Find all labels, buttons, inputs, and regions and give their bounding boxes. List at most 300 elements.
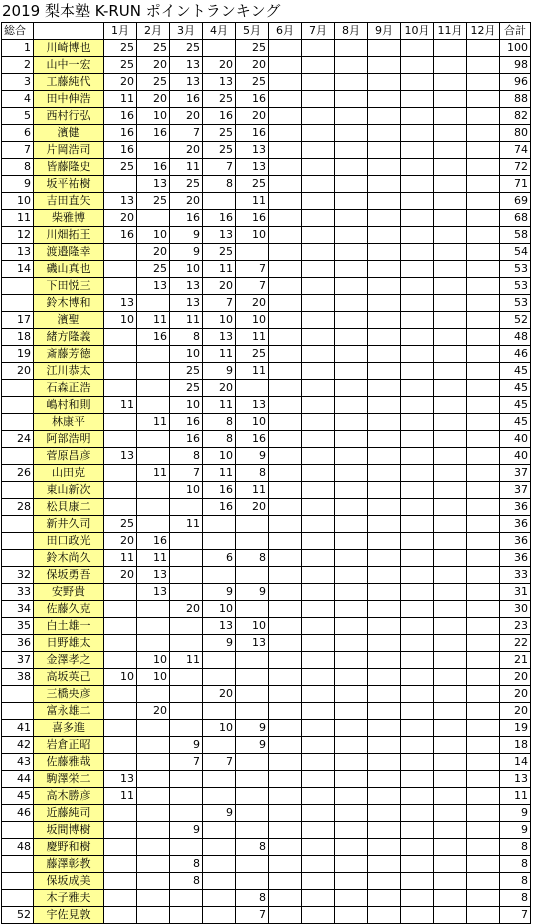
month-points-cell — [434, 312, 467, 329]
month-points-cell: 16 — [104, 125, 137, 142]
month-points-cell — [467, 159, 500, 176]
month-points-cell: 7 — [203, 754, 236, 771]
month-points-cell: 20 — [236, 499, 269, 516]
month-points-cell — [236, 669, 269, 686]
month-points-cell — [269, 754, 302, 771]
month-points-cell — [236, 380, 269, 397]
month-points-cell — [335, 839, 368, 856]
month-points-cell — [368, 499, 401, 516]
month-points-cell: 8 — [203, 176, 236, 193]
month-points-cell — [467, 312, 500, 329]
month-points-cell — [401, 839, 434, 856]
month-points-cell: 9 — [170, 244, 203, 261]
month-points-cell — [335, 652, 368, 669]
month-points-cell — [302, 873, 335, 890]
total-cell: 72 — [500, 159, 531, 176]
month-points-cell — [368, 363, 401, 380]
name-cell: 林康平 — [34, 414, 104, 431]
month-points-cell — [368, 856, 401, 873]
month-points-cell: 20 — [137, 703, 170, 720]
month-points-cell — [434, 244, 467, 261]
month-points-cell — [467, 839, 500, 856]
month-points-cell — [434, 635, 467, 652]
month-points-cell — [335, 227, 368, 244]
month-points-cell — [401, 244, 434, 261]
month-points-cell — [335, 448, 368, 465]
month-points-cell — [434, 414, 467, 431]
month-points-cell: 25 — [236, 346, 269, 363]
month-points-cell: 10 — [137, 652, 170, 669]
table-row — [2, 720, 531, 737]
total-cell: 22 — [500, 635, 531, 652]
month-points-cell: 13 — [170, 74, 203, 91]
month-points-cell — [368, 57, 401, 74]
month-points-cell — [203, 907, 236, 924]
month-points-cell — [434, 873, 467, 890]
month-points-cell — [434, 431, 467, 448]
month-points-cell — [302, 618, 335, 635]
month-points-cell — [104, 346, 137, 363]
table-row — [2, 822, 531, 839]
month-points-cell — [467, 40, 500, 57]
month-points-cell: 8 — [236, 550, 269, 567]
table-row — [2, 805, 531, 822]
month-points-cell — [137, 856, 170, 873]
name-cell: 下田悦三 — [34, 278, 104, 295]
month-points-cell — [335, 737, 368, 754]
table-row — [2, 278, 531, 295]
header-month-7: 7月 — [302, 23, 335, 40]
month-points-cell — [302, 652, 335, 669]
month-points-cell: 20 — [236, 108, 269, 125]
table-row — [2, 108, 531, 125]
total-cell: 36 — [500, 516, 531, 533]
month-points-cell — [269, 601, 302, 618]
month-points-cell — [104, 822, 137, 839]
month-points-cell — [467, 788, 500, 805]
month-points-cell — [434, 907, 467, 924]
month-points-cell — [401, 516, 434, 533]
name-cell: 濱健 — [34, 125, 104, 142]
month-points-cell — [335, 516, 368, 533]
month-points-cell — [467, 635, 500, 652]
month-points-cell — [434, 329, 467, 346]
month-points-cell — [467, 380, 500, 397]
month-points-cell — [269, 567, 302, 584]
month-points-cell — [302, 159, 335, 176]
month-points-cell — [467, 516, 500, 533]
month-points-cell — [368, 261, 401, 278]
month-points-cell — [269, 125, 302, 142]
month-points-cell — [104, 261, 137, 278]
month-points-cell — [401, 448, 434, 465]
month-points-cell: 8 — [203, 431, 236, 448]
month-points-cell — [302, 567, 335, 584]
month-points-cell — [104, 499, 137, 516]
total-cell: 11 — [500, 788, 531, 805]
month-points-cell — [137, 635, 170, 652]
month-points-cell — [467, 720, 500, 737]
month-points-cell — [434, 278, 467, 295]
rank-cell — [2, 822, 34, 839]
month-points-cell — [104, 329, 137, 346]
month-points-cell — [302, 261, 335, 278]
table-row — [2, 312, 531, 329]
month-points-cell — [401, 550, 434, 567]
month-points-cell — [434, 856, 467, 873]
month-points-cell: 25 — [203, 125, 236, 142]
rank-cell — [2, 890, 34, 907]
month-points-cell — [269, 40, 302, 57]
rank-cell: 19 — [2, 346, 34, 363]
month-points-cell — [236, 873, 269, 890]
month-points-cell: 16 — [137, 125, 170, 142]
month-points-cell — [467, 499, 500, 516]
month-points-cell — [368, 805, 401, 822]
rank-cell — [2, 533, 34, 550]
month-points-cell — [368, 431, 401, 448]
month-points-cell — [203, 856, 236, 873]
month-points-cell — [170, 567, 203, 584]
month-points-cell: 11 — [170, 312, 203, 329]
rank-cell — [2, 380, 34, 397]
month-points-cell — [236, 754, 269, 771]
table-row — [2, 788, 531, 805]
name-cell: 田口政光 — [34, 533, 104, 550]
month-points-cell — [434, 380, 467, 397]
total-cell: 8 — [500, 856, 531, 873]
month-points-cell — [467, 193, 500, 210]
table-row — [2, 346, 531, 363]
total-cell: 45 — [500, 363, 531, 380]
month-points-cell: 16 — [236, 125, 269, 142]
name-cell: 江川恭太 — [34, 363, 104, 380]
month-points-cell — [434, 771, 467, 788]
month-points-cell — [269, 907, 302, 924]
month-points-cell — [434, 669, 467, 686]
header-month-4: 4月 — [203, 23, 236, 40]
month-points-cell — [335, 142, 368, 159]
month-points-cell — [368, 788, 401, 805]
table-row — [2, 142, 531, 159]
month-points-cell: 13 — [104, 448, 137, 465]
month-points-cell — [302, 856, 335, 873]
month-points-cell — [467, 210, 500, 227]
month-points-cell — [302, 448, 335, 465]
month-points-cell — [335, 40, 368, 57]
name-cell: 近藤純司 — [34, 805, 104, 822]
name-cell: 石森正浩 — [34, 380, 104, 397]
month-points-cell — [236, 516, 269, 533]
month-points-cell — [401, 227, 434, 244]
month-points-cell — [401, 159, 434, 176]
month-points-cell — [401, 57, 434, 74]
month-points-cell — [368, 516, 401, 533]
name-cell: 藤澤彰教 — [34, 856, 104, 873]
month-points-cell — [236, 652, 269, 669]
month-points-cell — [467, 805, 500, 822]
month-points-cell — [335, 856, 368, 873]
month-points-cell — [335, 414, 368, 431]
total-cell: 45 — [500, 414, 531, 431]
table-row — [2, 363, 531, 380]
month-points-cell — [302, 295, 335, 312]
table-row — [2, 907, 531, 924]
month-points-cell — [401, 261, 434, 278]
table-row — [2, 618, 531, 635]
month-points-cell — [467, 329, 500, 346]
rank-cell: 2 — [2, 57, 34, 74]
month-points-cell — [137, 788, 170, 805]
month-points-cell: 9 — [203, 635, 236, 652]
month-points-cell — [467, 686, 500, 703]
month-points-cell — [203, 567, 236, 584]
month-points-cell — [434, 601, 467, 618]
month-points-cell — [335, 754, 368, 771]
total-cell: 88 — [500, 91, 531, 108]
month-points-cell — [269, 261, 302, 278]
month-points-cell — [467, 346, 500, 363]
month-points-cell — [170, 635, 203, 652]
month-points-cell: 10 — [203, 312, 236, 329]
month-points-cell: 20 — [203, 380, 236, 397]
month-points-cell: 16 — [203, 108, 236, 125]
month-points-cell: 10 — [170, 397, 203, 414]
month-points-cell — [269, 856, 302, 873]
month-points-cell: 13 — [170, 295, 203, 312]
month-points-cell — [401, 278, 434, 295]
name-cell: 田中伸浩 — [34, 91, 104, 108]
month-points-cell: 10 — [137, 108, 170, 125]
month-points-cell — [203, 890, 236, 907]
month-points-cell — [104, 244, 137, 261]
month-points-cell: 10 — [137, 669, 170, 686]
month-points-cell — [368, 754, 401, 771]
month-points-cell — [368, 703, 401, 720]
month-points-cell — [335, 550, 368, 567]
month-points-cell — [401, 142, 434, 159]
month-points-cell — [269, 74, 302, 91]
month-points-cell — [203, 737, 236, 754]
month-points-cell: 9 — [236, 737, 269, 754]
month-points-cell — [302, 482, 335, 499]
month-points-cell — [467, 533, 500, 550]
month-points-cell: 8 — [203, 414, 236, 431]
month-points-cell — [401, 91, 434, 108]
ranking-table — [1, 22, 531, 924]
total-cell: 80 — [500, 125, 531, 142]
month-points-cell — [401, 74, 434, 91]
rank-cell: 28 — [2, 499, 34, 516]
month-points-cell — [335, 567, 368, 584]
month-points-cell — [401, 482, 434, 499]
month-points-cell — [401, 431, 434, 448]
month-points-cell — [137, 873, 170, 890]
month-points-cell — [137, 431, 170, 448]
table-row — [2, 380, 531, 397]
month-points-cell — [434, 227, 467, 244]
table-row — [2, 431, 531, 448]
total-cell: 52 — [500, 312, 531, 329]
month-points-cell — [269, 822, 302, 839]
total-cell: 36 — [500, 499, 531, 516]
month-points-cell — [467, 618, 500, 635]
name-cell: 山中一宏 — [34, 57, 104, 74]
header-month-11: 11月 — [434, 23, 467, 40]
name-cell: 山田克 — [34, 465, 104, 482]
month-points-cell — [434, 108, 467, 125]
month-points-cell — [467, 550, 500, 567]
name-cell: 駒澤栄二 — [34, 771, 104, 788]
month-points-cell — [104, 584, 137, 601]
month-points-cell — [467, 431, 500, 448]
month-points-cell — [434, 125, 467, 142]
month-points-cell — [137, 686, 170, 703]
month-points-cell — [137, 890, 170, 907]
month-points-cell: 8 — [170, 873, 203, 890]
month-points-cell — [401, 465, 434, 482]
month-points-cell — [302, 703, 335, 720]
month-points-cell — [203, 193, 236, 210]
total-cell: 40 — [500, 431, 531, 448]
table-row — [2, 635, 531, 652]
month-points-cell: 20 — [137, 244, 170, 261]
month-points-cell — [302, 669, 335, 686]
month-points-cell — [401, 397, 434, 414]
header-name — [34, 23, 104, 40]
month-points-cell — [467, 567, 500, 584]
month-points-cell: 9 — [170, 227, 203, 244]
total-cell: 54 — [500, 244, 531, 261]
month-points-cell — [434, 346, 467, 363]
month-points-cell — [368, 278, 401, 295]
month-points-cell: 20 — [104, 567, 137, 584]
total-cell: 21 — [500, 652, 531, 669]
month-points-cell — [302, 584, 335, 601]
header-month-2: 2月 — [137, 23, 170, 40]
month-points-cell — [401, 686, 434, 703]
table-row — [2, 448, 531, 465]
month-points-cell: 10 — [104, 669, 137, 686]
month-points-cell — [434, 499, 467, 516]
month-points-cell — [467, 278, 500, 295]
month-points-cell — [170, 550, 203, 567]
month-points-cell — [269, 244, 302, 261]
month-points-cell — [302, 108, 335, 125]
name-cell: 慶野和樹 — [34, 839, 104, 856]
month-points-cell — [335, 176, 368, 193]
month-points-cell — [170, 533, 203, 550]
table-row — [2, 686, 531, 703]
month-points-cell — [434, 567, 467, 584]
month-points-cell — [401, 108, 434, 125]
month-points-cell: 8 — [170, 856, 203, 873]
month-points-cell: 7 — [170, 754, 203, 771]
month-points-cell — [368, 295, 401, 312]
month-points-cell — [401, 618, 434, 635]
header-month-5: 5月 — [236, 23, 269, 40]
month-points-cell — [269, 652, 302, 669]
month-points-cell — [302, 278, 335, 295]
month-points-cell — [401, 533, 434, 550]
month-points-cell — [302, 414, 335, 431]
month-points-cell — [335, 346, 368, 363]
month-points-cell — [104, 635, 137, 652]
month-points-cell — [467, 873, 500, 890]
month-points-cell — [434, 686, 467, 703]
month-points-cell — [368, 40, 401, 57]
month-points-cell — [269, 380, 302, 397]
month-points-cell — [368, 890, 401, 907]
name-cell: 松貝康二 — [34, 499, 104, 516]
month-points-cell — [335, 873, 368, 890]
month-points-cell — [335, 57, 368, 74]
month-points-cell — [170, 584, 203, 601]
name-cell: 磯山真也 — [34, 261, 104, 278]
month-points-cell — [434, 516, 467, 533]
total-cell: 33 — [500, 567, 531, 584]
rank-cell: 34 — [2, 601, 34, 618]
month-points-cell: 13 — [104, 193, 137, 210]
month-points-cell — [137, 210, 170, 227]
month-points-cell — [269, 771, 302, 788]
month-points-cell: 25 — [203, 91, 236, 108]
month-points-cell — [401, 805, 434, 822]
month-points-cell — [401, 584, 434, 601]
rank-cell: 20 — [2, 363, 34, 380]
month-points-cell — [368, 669, 401, 686]
month-points-cell — [335, 193, 368, 210]
month-points-cell — [302, 771, 335, 788]
table-row — [2, 771, 531, 788]
total-cell: 14 — [500, 754, 531, 771]
month-points-cell — [137, 737, 170, 754]
month-points-cell: 20 — [104, 210, 137, 227]
rank-cell: 36 — [2, 635, 34, 652]
rank-cell: 26 — [2, 465, 34, 482]
table-row — [2, 754, 531, 771]
month-points-cell — [302, 40, 335, 57]
month-points-cell: 20 — [170, 142, 203, 159]
month-points-cell — [269, 346, 302, 363]
rank-cell: 43 — [2, 754, 34, 771]
total-cell: 100 — [500, 40, 531, 57]
month-points-cell — [302, 346, 335, 363]
month-points-cell — [401, 856, 434, 873]
month-points-cell — [434, 210, 467, 227]
month-points-cell — [302, 465, 335, 482]
month-points-cell: 7 — [236, 278, 269, 295]
rank-cell: 12 — [2, 227, 34, 244]
name-cell: 工藤純代 — [34, 74, 104, 91]
month-points-cell: 8 — [170, 448, 203, 465]
month-points-cell — [401, 822, 434, 839]
month-points-cell — [269, 193, 302, 210]
month-points-cell — [269, 788, 302, 805]
month-points-cell: 25 — [236, 74, 269, 91]
rank-cell: 35 — [2, 618, 34, 635]
rank-cell: 7 — [2, 142, 34, 159]
month-points-cell — [368, 737, 401, 754]
month-points-cell — [236, 567, 269, 584]
month-points-cell: 16 — [104, 108, 137, 125]
table-row — [2, 567, 531, 584]
total-cell: 36 — [500, 533, 531, 550]
month-points-cell — [269, 839, 302, 856]
header-month-3: 3月 — [170, 23, 203, 40]
month-points-cell — [335, 91, 368, 108]
month-points-cell: 6 — [203, 550, 236, 567]
